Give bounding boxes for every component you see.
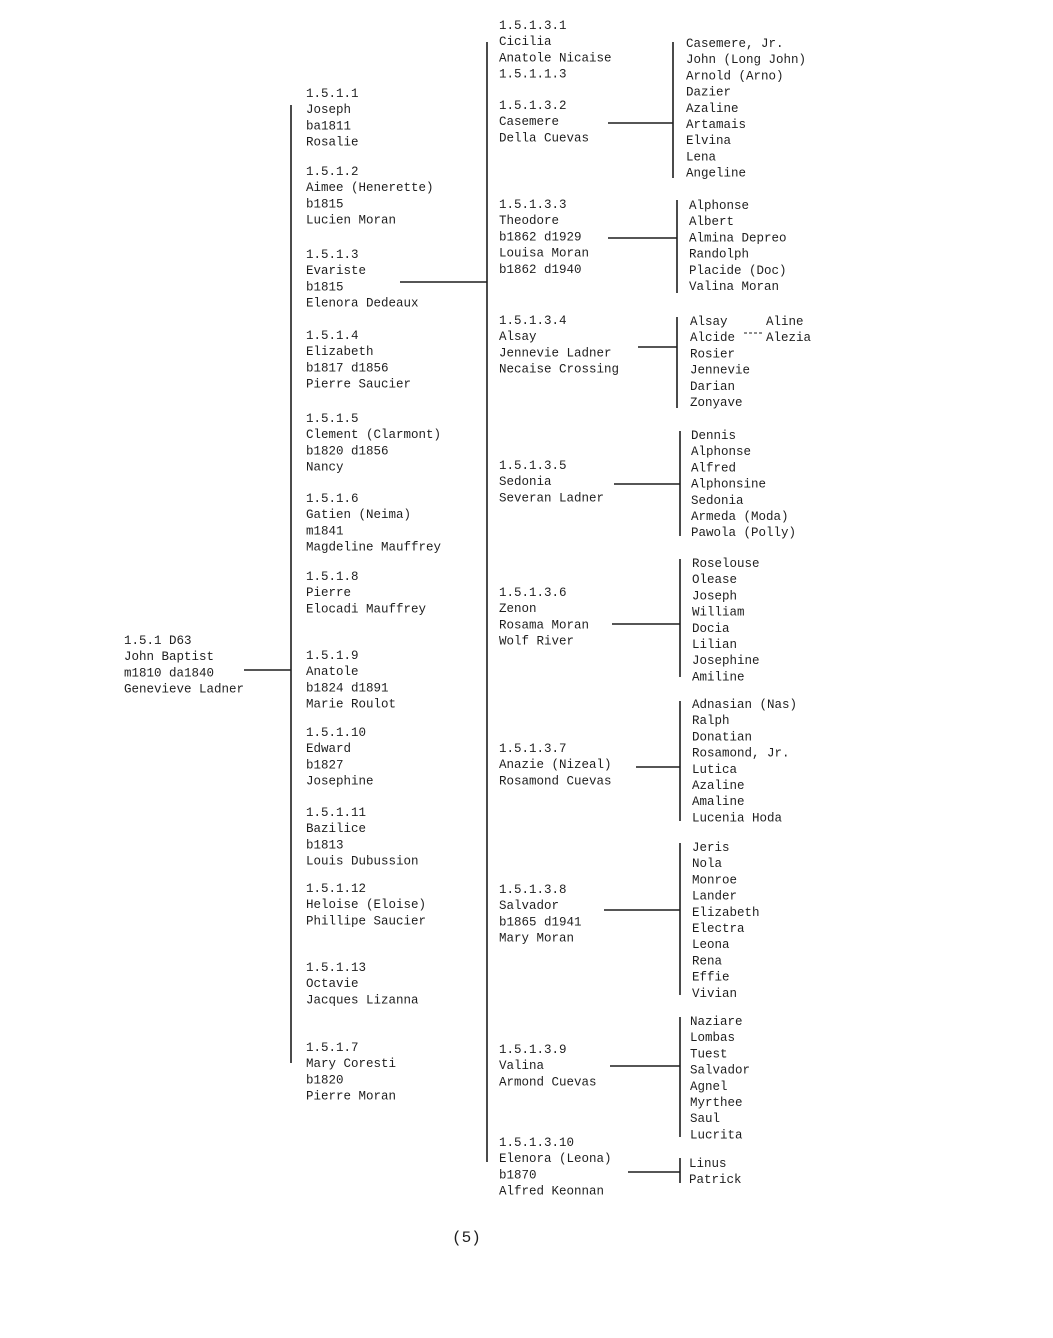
gen3-9-child-0: Linus xyxy=(689,1157,727,1171)
gen2-person-10-line-2: Phillipe Saucier xyxy=(306,914,427,929)
gen3-5-child-1: Olease xyxy=(692,573,738,588)
gen3-person-3-line-3: Necaise Crossing xyxy=(499,362,620,377)
gen3-5-child-6: Josephine xyxy=(692,654,760,669)
gen3-3-child-0: Alsay xyxy=(690,315,728,329)
gen3-0-child-7: Lena xyxy=(686,150,717,165)
gen2-person-12-line-2: b1820 xyxy=(306,1073,344,1088)
root-person-line-0: 1.5.1 D63 xyxy=(124,634,192,648)
gen3-4-child-5: Armeda (Moda) xyxy=(691,510,789,524)
gen3-8-child-0: Naziare xyxy=(690,1015,743,1029)
gen3-0-child-8: Angeline xyxy=(686,166,747,181)
gen2-person-11-line-0: 1.5.1.13 xyxy=(306,961,367,975)
gen2-person-3-line-3: Pierre Saucier xyxy=(306,377,412,392)
gen3-person-2-line-0: 1.5.1.3.3 xyxy=(499,198,567,212)
gen3-7-child-8: Effie xyxy=(692,970,730,985)
gen2-person-1-line-1: Aimee (Henerette) xyxy=(306,181,434,196)
gen2-person-10-line-0: 1.5.1.12 xyxy=(306,882,367,896)
gen3-person-5-line-1: Zenon xyxy=(499,602,537,617)
gen3-person-9-line-3: Alfred Keonnan xyxy=(499,1184,605,1199)
gen2-person-6-line-2: Elocadi Mauffrey xyxy=(306,602,427,617)
gen2-person-3-line-1: Elizabeth xyxy=(306,345,374,360)
gen2-person-2-line-0: 1.5.1.3 xyxy=(306,248,359,262)
gen3-person-0-line-3: 1.5.1.1.3 xyxy=(499,67,567,82)
gen2-person-4-line-1: Clement (Clarmont) xyxy=(306,428,442,443)
gen3-8-child-5: Myrthee xyxy=(690,1096,743,1110)
gen3-0-child-1: John (Long John) xyxy=(686,53,807,68)
gen3-2-child-1: Albert xyxy=(689,215,735,230)
gen2-person-1-line-2: b1815 xyxy=(306,197,344,212)
gen3-7-child-3: Lander xyxy=(692,889,738,904)
gen2-person-0-line-1: Joseph xyxy=(306,103,352,118)
gen3-7-child-0: Jeris xyxy=(692,841,730,855)
gen3-4-child-3: Alphonsine xyxy=(691,477,767,492)
gen3-person-9-line-2: b1870 xyxy=(499,1168,537,1183)
gen2-person-3-line-0: 1.5.1.4 xyxy=(306,329,359,343)
gen3-7-child-1: Nola xyxy=(692,857,723,872)
gen3-7-child-5: Electra xyxy=(692,922,745,936)
gen3-8-child-1: Lombas xyxy=(690,1031,736,1046)
gen3-3-child-1: Alcide xyxy=(690,331,736,346)
gen3-7-child-6: Leona xyxy=(692,938,730,953)
gen3-6-child-0: Adnasian (Nas) xyxy=(692,698,798,712)
gen2-person-5-line-0: 1.5.1.6 xyxy=(306,492,359,506)
gen2-person-12-line-3: Pierre Moran xyxy=(306,1089,397,1104)
gen3-3-child-4: Darian xyxy=(690,379,736,394)
gen3-person-4-line-0: 1.5.1.3.5 xyxy=(499,459,567,473)
gen2-person-7-line-2: b1824 d1891 xyxy=(306,681,389,696)
gen3-2-child-0: Alphonse xyxy=(689,199,750,213)
gen2-person-9-line-3: Louis Dubussion xyxy=(306,854,419,869)
gen3-person-3-line-1: Alsay xyxy=(499,330,537,345)
gen3-person-4-line-1: Sedonia xyxy=(499,475,552,490)
gen2-person-7-line-0: 1.5.1.9 xyxy=(306,649,359,663)
gen3-4-child-4: Sedonia xyxy=(691,493,744,508)
gen3-2-child-4: Placide (Doc) xyxy=(689,263,787,278)
gen3-0-child-5: Artamais xyxy=(686,118,747,132)
gen3-5-child-0: Roselouse xyxy=(692,557,760,571)
root-person-line-1: John Baptist xyxy=(124,650,215,665)
gen2-person-4-line-2: b1820 d1856 xyxy=(306,444,389,459)
gen2-person-1-line-0: 1.5.1.2 xyxy=(306,165,359,179)
gen3-person-2-line-4: b1862 d1940 xyxy=(499,262,582,277)
gen3-6-child-1: Ralph xyxy=(692,714,730,729)
gen3-5-child-5: Lilian xyxy=(692,638,738,652)
gen3-3-extra-1: Alezia xyxy=(766,331,812,345)
gen3-person-5-line-2: Rosama Moran xyxy=(499,618,590,633)
gen3-person-6-line-1: Anazie (Nizeal) xyxy=(499,758,612,773)
gen2-person-9-line-1: Bazilice xyxy=(306,822,367,837)
gen3-person-7-line-2: b1865 d1941 xyxy=(499,915,582,930)
gen3-person-5-line-3: Wolf River xyxy=(499,634,575,649)
gen3-person-1-line-1: Casemere xyxy=(499,115,560,130)
gen3-person-7-line-0: 1.5.1.3.8 xyxy=(499,883,567,897)
gen3-7-child-7: Rena xyxy=(692,954,723,969)
gen3-6-child-7: Lucenia Hoda xyxy=(692,811,783,826)
gen2-person-5-line-3: Magdeline Mauffrey xyxy=(306,540,442,555)
gen3-person-1-line-0: 1.5.1.3.2 xyxy=(499,99,567,113)
gen3-0-child-0: Casemere, Jr. xyxy=(686,37,784,51)
gen3-5-child-3: William xyxy=(692,605,745,620)
gen3-2-child-3: Randolph xyxy=(689,247,750,262)
gen3-2-child-5: Valina Moran xyxy=(689,280,780,294)
gen3-8-child-3: Salvador xyxy=(690,1063,751,1078)
gen2-person-1-line-3: Lucien Moran xyxy=(306,213,397,228)
gen2-person-11-line-1: Octavie xyxy=(306,977,359,992)
gen2-person-8-line-1: Edward xyxy=(306,742,352,757)
gen3-8-child-4: Agnel xyxy=(690,1079,728,1094)
gen3-person-3-line-2: Jennevie Ladner xyxy=(499,346,612,361)
gen2-person-2-line-1: Evariste xyxy=(306,264,367,279)
gen3-3-extra-0: Aline xyxy=(766,315,804,329)
gen2-person-7-line-1: Anatole xyxy=(306,665,359,680)
gen3-4-child-1: Alphonse xyxy=(691,445,752,460)
tree-labels xyxy=(124,19,812,1199)
gen3-8-child-2: Tuest xyxy=(690,1047,728,1062)
gen3-9-child-1: Patrick xyxy=(689,1173,742,1188)
gen2-person-0-line-3: Rosalie xyxy=(306,135,359,150)
gen3-7-child-4: Elizabeth xyxy=(692,905,760,920)
gen3-0-child-6: Elvina xyxy=(686,134,732,149)
gen3-3-child-2: Rosier xyxy=(690,347,736,362)
gen3-8-child-6: Saul xyxy=(690,1112,721,1127)
gen3-person-9-line-1: Elenora (Leona) xyxy=(499,1152,612,1167)
gen3-person-5-line-0: 1.5.1.3.6 xyxy=(499,586,567,600)
gen2-person-6-line-1: Pierre xyxy=(306,586,352,601)
gen3-person-8-line-2: Armond Cuevas xyxy=(499,1075,597,1090)
gen2-person-2-line-2: b1815 xyxy=(306,280,344,295)
gen2-person-3-line-2: b1817 d1856 xyxy=(306,361,389,376)
page-number: (5) xyxy=(452,1229,481,1247)
root-person-line-2: m1810 da1840 xyxy=(124,666,215,681)
gen2-person-9-line-0: 1.5.1.11 xyxy=(306,806,367,820)
gen3-person-4-line-2: Severan Ladner xyxy=(499,491,605,506)
gen3-6-child-6: Amaline xyxy=(692,795,745,810)
gen2-person-11-line-2: Jacques Lizanna xyxy=(306,993,419,1008)
gen2-person-6-line-0: 1.5.1.8 xyxy=(306,570,359,584)
gen2-person-12-line-1: Mary Coresti xyxy=(306,1057,397,1072)
gen3-3-child-3: Jennevie xyxy=(690,363,751,378)
gen2-person-5-line-1: Gatien (Neima) xyxy=(306,508,412,523)
root-person-line-3: Genevieve Ladner xyxy=(124,682,245,697)
gen3-8-child-7: Lucrita xyxy=(690,1128,743,1143)
gen3-person-6-line-2: Rosamond Cuevas xyxy=(499,774,612,789)
gen3-person-7-line-3: Mary Moran xyxy=(499,931,575,946)
gen3-person-9-line-0: 1.5.1.3.10 xyxy=(499,1136,575,1150)
gen2-person-2-line-3: Elenora Dedeaux xyxy=(306,296,419,311)
gen2-person-8-line-0: 1.5.1.10 xyxy=(306,726,367,740)
gen3-5-child-4: Docia xyxy=(692,621,730,636)
gen3-0-child-4: Azaline xyxy=(686,101,739,116)
gen2-person-10-line-1: Heloise (Eloise) xyxy=(306,898,427,913)
gen2-person-5-line-2: m1841 xyxy=(306,524,344,539)
gen3-person-2-line-3: Louisa Moran xyxy=(499,246,590,261)
gen3-person-3-line-0: 1.5.1.3.4 xyxy=(499,314,567,328)
gen2-person-7-line-3: Marie Roulot xyxy=(306,697,397,712)
gen2-person-0-line-0: 1.5.1.1 xyxy=(306,87,359,101)
gen3-4-child-6: Pawola (Polly) xyxy=(691,526,797,541)
gen3-5-child-7: Amiline xyxy=(692,670,745,685)
gen3-7-child-2: Monroe xyxy=(692,873,738,888)
gen3-person-8-line-0: 1.5.1.3.9 xyxy=(499,1043,567,1057)
gen3-person-0-line-1: Cicilia xyxy=(499,35,552,50)
gen3-person-0-line-2: Anatole Nicaise xyxy=(499,51,612,66)
gen3-5-child-2: Joseph xyxy=(692,589,738,604)
gen3-person-6-line-0: 1.5.1.3.7 xyxy=(499,742,567,756)
gen3-person-0-line-0: 1.5.1.3.1 xyxy=(499,19,567,33)
gen3-0-child-2: Arnold (Arno) xyxy=(686,69,784,84)
gen2-person-8-line-2: b1827 xyxy=(306,758,344,773)
gen3-0-child-3: Dazier xyxy=(686,85,732,100)
gen3-2-child-2: Almina Depreo xyxy=(689,231,787,246)
gen3-6-child-5: Azaline xyxy=(692,779,745,793)
gen3-3-child-5: Zonyave xyxy=(690,396,743,410)
gen3-person-1-line-2: Della Cuevas xyxy=(499,131,590,146)
gen3-6-child-3: Rosamond, Jr. xyxy=(692,746,790,761)
gen3-person-8-line-1: Valina xyxy=(499,1059,545,1074)
gen2-person-12-line-0: 1.5.1.7 xyxy=(306,1041,359,1055)
gen2-person-4-line-0: 1.5.1.5 xyxy=(306,412,359,426)
gen2-person-4-line-3: Nancy xyxy=(306,460,344,475)
gen2-person-8-line-3: Josephine xyxy=(306,774,374,789)
gen3-4-child-0: Dennis xyxy=(691,429,737,443)
gen3-4-child-2: Alfred xyxy=(691,461,737,476)
gen3-7-child-9: Vivian xyxy=(692,986,738,1001)
gen3-6-child-4: Lutica xyxy=(692,762,738,777)
gen3-6-child-2: Donatian xyxy=(692,730,753,745)
gen2-person-9-line-2: b1813 xyxy=(306,838,344,853)
gen3-person-2-line-1: Theodore xyxy=(499,214,560,229)
gen3-person-7-line-1: Salvador xyxy=(499,899,560,914)
gen3-person-2-line-2: b1862 d1929 xyxy=(499,230,582,245)
gen2-person-0-line-2: ba1811 xyxy=(306,119,352,134)
